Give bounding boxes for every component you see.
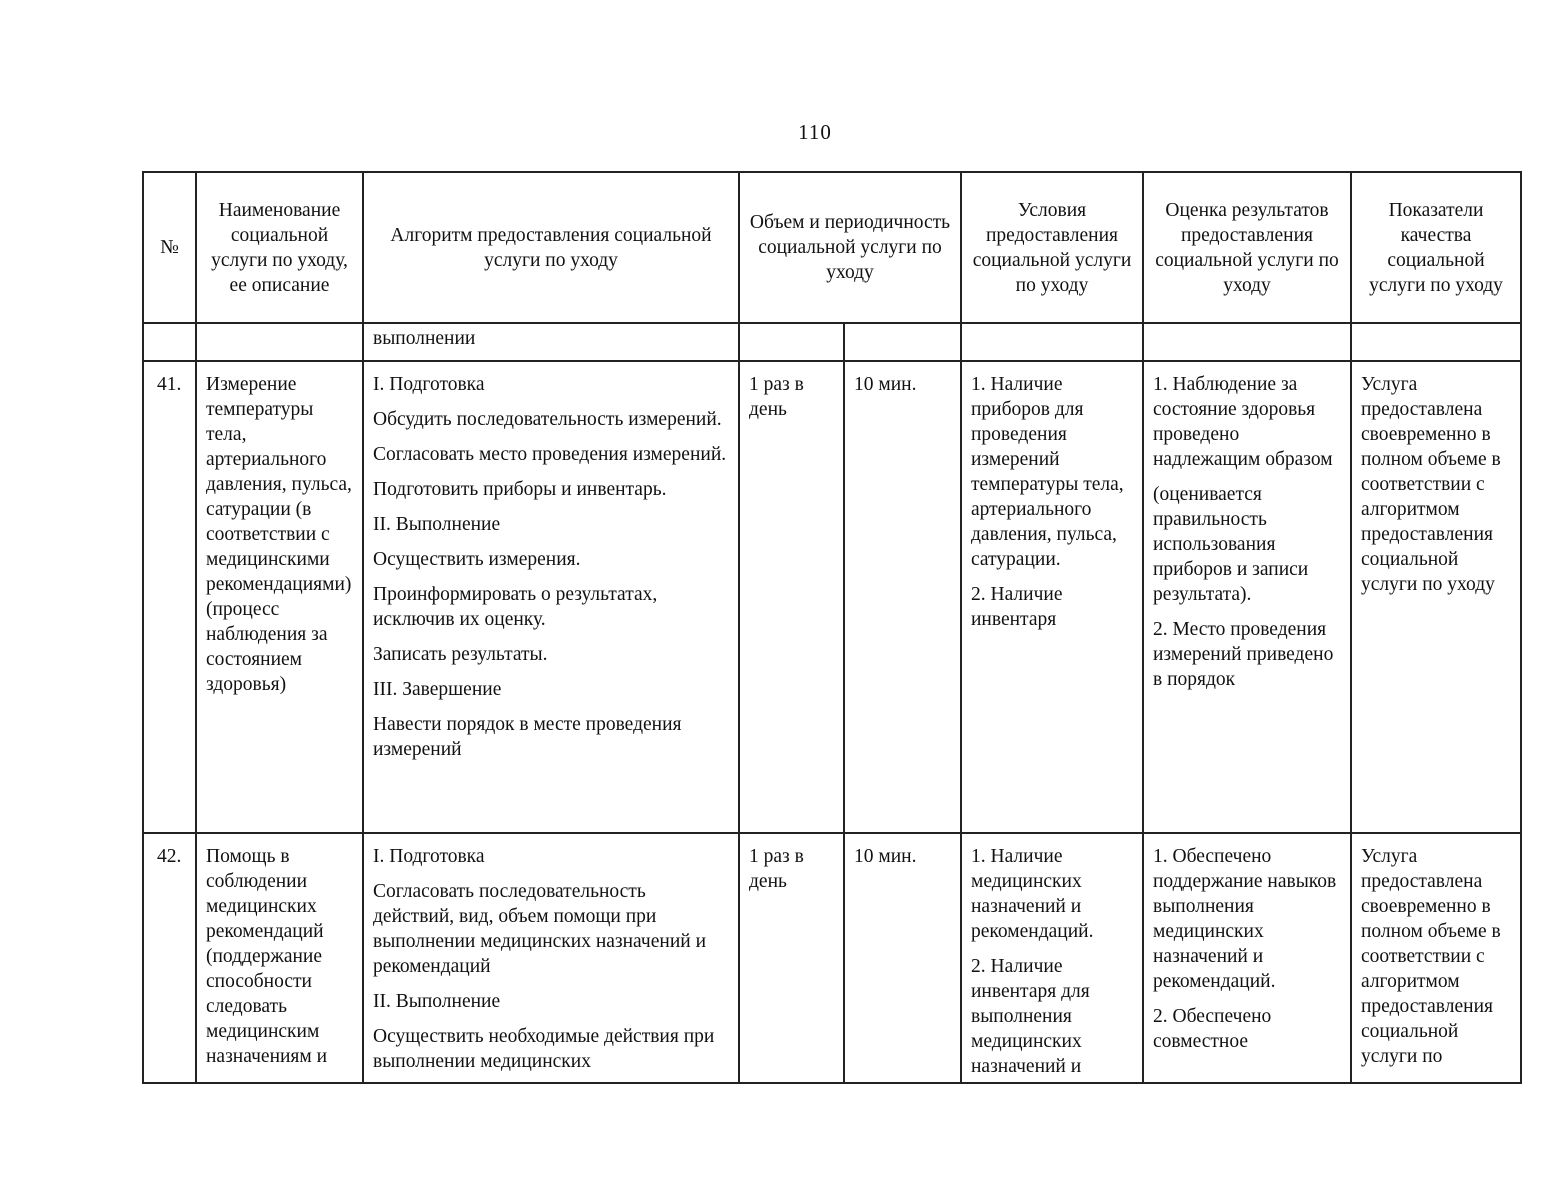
condition-item: 2. Наличие инвентаря [971, 584, 1063, 630]
periodicity: 1 раз в день [749, 374, 804, 420]
services-table [142, 171, 1522, 1084]
header-volume: Объем и периодичность социальной услуги по уходу [739, 172, 961, 323]
evaluation-item: (оценивается правильность использования приборов и записи результата). [1153, 484, 1309, 605]
row-number: 42. [157, 846, 182, 867]
quality-indicator: Услуга предоставлена своевременно в полном объеме в соответствии с алгоритмом предоставления социальной услуги по [1361, 846, 1501, 1067]
algorithm-step: Навести порядок в месте проведения измерений [373, 714, 682, 760]
table-row [143, 833, 1521, 1083]
algorithm-step: Проинформировать о результатах, исключив их оценку. [373, 584, 658, 630]
evaluation-item: 2. Обеспечено совместное [1153, 1006, 1272, 1052]
algorithm-step: Осуществить необходимые действия при выполнении медицинских [373, 1026, 715, 1072]
algorithm-step: Согласовать последовательность действий, вид, объем помощи при выполнении медицинских назначений и рекомендаций [373, 881, 707, 977]
page-number: 110 [798, 120, 832, 144]
service-name: Помощь в соблюдении медицинских рекомендаций (поддержание способности следовать медицинским назначениям и [206, 846, 328, 1067]
service-name: Измерение температуры тела, артериального давления, пульса, сатурации (в соответствии с медицинскими рекомендациями) (процесс наблюдения за состоянием здоровья) [206, 374, 352, 695]
evaluation-item: 1. Наблюдение за состояние здоровья проведено надлежащим образом [1153, 374, 1333, 470]
header-no: № [143, 172, 196, 323]
header-name: Наименование социальной услуги по уходу, ее описание [196, 172, 363, 323]
row-number: 41. [157, 374, 182, 395]
algorithm-step: I. Подготовка [373, 374, 485, 395]
table-header-row [143, 172, 1521, 323]
algorithm-step: Обсудить последовательность измерений. [373, 409, 722, 430]
header-algorithm: Алгоритм предоставления социальной услуги по уходу [363, 172, 739, 323]
periodicity: 1 раз в день [749, 846, 804, 892]
evaluation-item: 1. Обеспечено поддержание навыков выполнения медицинских назначений и рекомендаций. [1153, 846, 1337, 992]
duration: 10 мин. [854, 846, 917, 867]
algorithm-step: II. Выполнение [373, 991, 501, 1012]
continuation-row [143, 323, 1521, 361]
duration: 10 мин. [854, 374, 917, 395]
condition-item: 1. Наличие приборов для проведения измерений температуры тела, артериального давления, пульса, сатурации. [971, 374, 1124, 570]
algorithm-step: II. Выполнение [373, 514, 501, 535]
header-quality: Показатели качества социальной услуги по уходу [1351, 172, 1521, 323]
continuation-algorithm: выполнении [373, 328, 476, 349]
header-evaluation: Оценка результатов предоставления социальной услуги по уходу [1143, 172, 1351, 323]
header-conditions: Условия предоставления социальной услуги по уходу [961, 172, 1143, 323]
algorithm-step: Согласовать место проведения измерений. [373, 444, 727, 465]
condition-item: 1. Наличие медицинских назначений и рекомендаций. [971, 846, 1094, 942]
algorithm-step: III. Завершение [373, 679, 502, 700]
evaluation-item: 2. Место проведения измерений приведено в порядок [1153, 619, 1334, 690]
algorithm-step: Подготовить приборы и инвентарь. [373, 479, 667, 500]
table-row [143, 361, 1521, 833]
algorithm-step: Осуществить измерения. [373, 549, 581, 570]
condition-item: 2. Наличие инвентаря для выполнения медицинских назначений и [971, 956, 1090, 1077]
algorithm-step: Записать результаты. [373, 644, 548, 665]
algorithm-step: I. Подготовка [373, 846, 485, 867]
quality-indicator: Услуга предоставлена своевременно в полном объеме в соответствии с алгоритмом предоставления социальной услуги по уходу [1361, 374, 1501, 595]
